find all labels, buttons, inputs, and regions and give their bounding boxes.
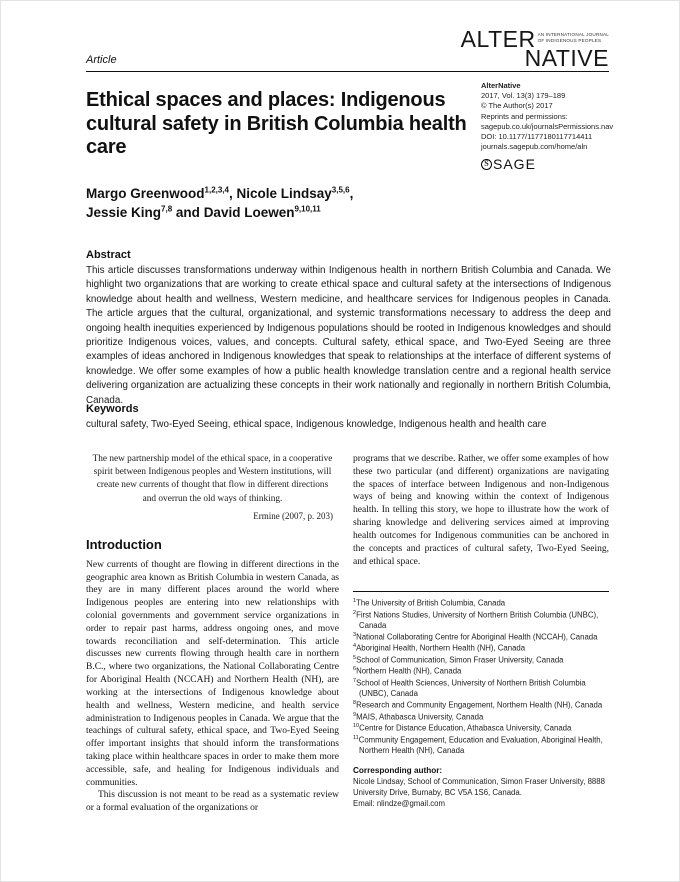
keywords-section [86,403,611,432]
reprints-line: Reprints and permissions: [481,111,568,121]
affiliation-item: $^{10}$Centre for Distance Education, Athabasca University, Canada [353,723,572,733]
author-affil-sup: 7,8 [161,204,173,214]
keywords-list: cultural safety, Two-Eyed Seeing, ethical space, Indigenous knowledge, Indigenous health and health care [86,419,547,430]
journal-issue: 2017, Vol. 13(3) 179–189 [481,91,566,101]
alternative-journal-logo [460,26,609,71]
sage-circle-s-icon: S [481,159,492,170]
corresponding-author-email: Email: nlindze@gmail.com [353,799,445,809]
affiliation-item: $^5$School of Communication, Simon Fraser University, Canada [353,654,564,665]
logo-native-text: NATIVE [524,44,609,71]
author-name: David Loewen [203,205,295,221]
introduction-paragraph-2: This discussion is not meant to be read as a systematic review or a formal evaluation of the organizations or [86,790,339,814]
journal-homepage-url: journals.sagepub.com/home/aln [481,142,588,152]
corresponding-author-heading: Corresponding author: [353,766,443,776]
masthead-divider [86,71,609,72]
sage-logotype: SAGE [493,156,536,173]
author-line-2: Jessie King$^{7,8}$ and David Loewen$^{9,10,11}$ [86,204,321,221]
article-type-label: Article [86,54,117,66]
author-affil-sup: 3,5,6 [331,185,350,195]
logo-tagline: AN INTERNATIONAL JOURNAL OF INDIGENOUS PEOPLES [537,32,609,43]
logo-alter-text: ALTER [460,26,536,52]
author-name: Margo Greenwood [86,186,205,201]
page-title: Ethical spaces and places: Indigenous cultural safety in British Columbia health care [86,89,467,159]
affiliation-item: $^7$School of Health Sciences, University of Northern British Columbia (UNBC), Canada [353,677,586,699]
copyright-line: © The Author(s) 2017 [481,101,553,111]
author-name: Jessie King [86,205,162,221]
affiliation-item: $^8$Research and Community Engagement, Northern Health (NH), Canada [353,700,603,710]
right-column [353,453,609,568]
keywords-heading: Keywords [86,403,139,415]
footnote-divider [353,591,609,592]
abstract-body: This article discusses transformations underway within Indigenous health in northern British Columbia and Canada. We highlight two organizations that are working to create ethical space and cultural safety at the intersections of Indigenous knowledge about health and wellness, Western medicine, and healthcare services for Indigenous peoples in Canada. The article argues that the cultural, organizational, and systemic transformations necessary to address the deep and ongoing health inequities experienced by Indigenous populations should be rooted in Indigenous knowledges and should prioritize Indigenous voices, values, and concepts. Cultural safety, ethical space, and Two-Eyed Seeing are three examples of ideas anchored in Indigenous knowledges that speak to relationships at the interface of different systems of knowledge. We offer some examples of how a public health knowledge translation centre and a regional health service delivering organization are actualizing these concepts in their work nationally and regionally in northern British Columbia, Canada. [86,265,611,406]
affiliation-item: $^1$The University of British Columbia, Canada [353,598,506,608]
affiliation-item: $^2$First Nations Studies, University of Northern British Columbia (UNBC), Canada [353,609,599,630]
introduction-paragraph-1: New currents of thought are flowing in different directions in the geographic area known as British Columbia in western Canada, as they are in many different places around the world where Indigenous peoples are entering into new relationships with colonial governments and government service organizations in order to repair past harms, address ongoing ones, and move towards reconciliation and self-determination. This article discusses new currents flowing through health care in northern B.C., where two organizations, the National Collaborating Centre for Aboriginal Health (NCCAH) and Northern Health (NH), are working at the intersections of Indigenous knowledge about health and wellness, Western medicine, and health service administration to Indigenous peoples in Canada. We argue that the teachings of cultural safety, ethical space, and Two-Eyed Seeing offer important insights that should inform the transformations taking place within healthcare spaces in order to make them more accessible, safe, and healing for Indigenous individuals and communities. [86,559,339,788]
journal-citation-block [481,81,616,174]
left-column [86,453,339,815]
sage-logo [481,155,616,174]
epigraph-attribution: Ermine (2007, p. 203) [253,510,333,521]
continuation-paragraph: programs that we describe. Rather, we offer some examples of how these two particular (and different) organizations are navigating the spaces of interface between Indigenous and non-Indigenous ways of being and knowing within the context of Indigenous health. In telling this story, we hope to illustrate how the work of sharing knowledge and delivering services aimed at improving health outcomes for Indigenous communities can be anchored in the concepts and practices of cultural safety, Two-Eyed Seeing, and ethical space. [353,454,609,567]
abstract-heading: Abstract [86,249,131,261]
permissions-url: sagepub.co.uk/journalsPermissions.nav [481,121,614,131]
doi-line: DOI: 10.1177/1177180117714411 [481,131,593,141]
affiliation-item: $^4$Aboriginal Health, Northern Health (NH), Canada [353,643,526,653]
introduction-heading: Introduction [86,536,162,552]
affiliation-item: $^{11}$Community Engagement, Education and Evaluation, Aboriginal Health, Northern Health (NH), Canada [353,734,603,756]
affiliation-item: $^9$MAIS, Athabasca University, Canada [353,711,484,722]
abstract-section [86,249,611,408]
corresponding-author-block [353,766,609,810]
journal-name: AlterNative [481,81,521,90]
affiliation-item: $^6$Northern Health (NH), Canada [353,666,462,676]
author-affil-sup: 1,2,3,4 [204,185,229,195]
author-byline [86,184,516,222]
epigraph-quote: The new partnership model of the ethical space, in a cooperative spirit between Indigenous peoples and Western institutions, will create new currents of thought that flow in different directions and overrun the old ways of thinking. [92,454,333,504]
corresponding-author-address: Nicole Lindsay, School of Communication, Simon Fraser University, 8888 University Drive, Burnaby, BC V5A 1S6, Canada. [353,777,605,798]
author-line-1: Margo Greenwood$^{1,2,3,4}$, Nicole Lindsay$^{3,5,6}$, [86,185,354,201]
affiliation-item: $^3$National Collaborating Centre for Aboriginal Health (NCCAH), Canada [353,631,598,642]
author-name: Nicole Lindsay [236,186,332,201]
footnotes-block [353,591,609,810]
author-affil-sup: 9,10,11 [294,204,321,214]
